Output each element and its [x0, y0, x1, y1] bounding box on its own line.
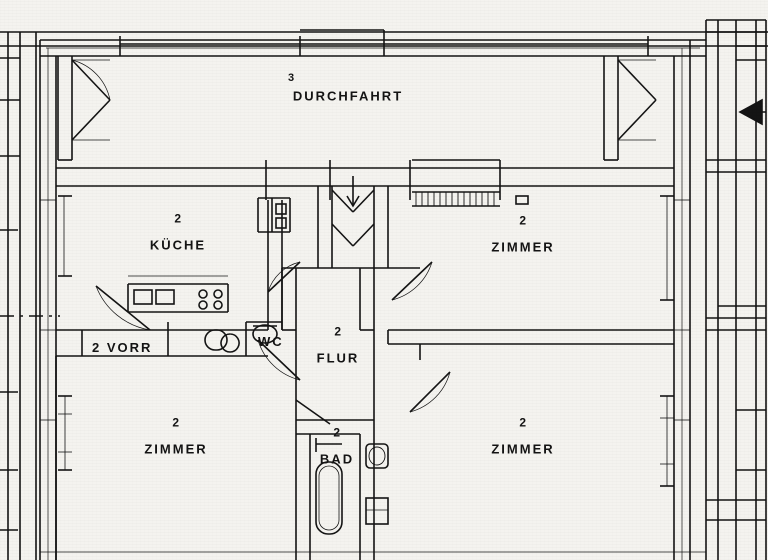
- room-label-durchfahrt: DURCHFAHRT: [292, 88, 404, 104]
- annotation-durchfahrt-number: 3: [288, 72, 295, 84]
- room-label-zimmer-lower-right: 2 ZIMMER: [491, 415, 555, 457]
- room-label-bad: 2 BAD: [319, 425, 355, 467]
- room-label-kueche: 2 KÜCHE: [149, 211, 207, 253]
- room-label-vorraum: 2 VORR: [92, 340, 153, 355]
- room-label-zimmer-lower-left: 2 ZIMMER: [144, 415, 208, 457]
- room-label-flur: 2 FLUR: [316, 324, 360, 366]
- room-label-wc: WC: [258, 334, 284, 349]
- room-label-zimmer-upper-right: 2 ZIMMER: [491, 213, 555, 255]
